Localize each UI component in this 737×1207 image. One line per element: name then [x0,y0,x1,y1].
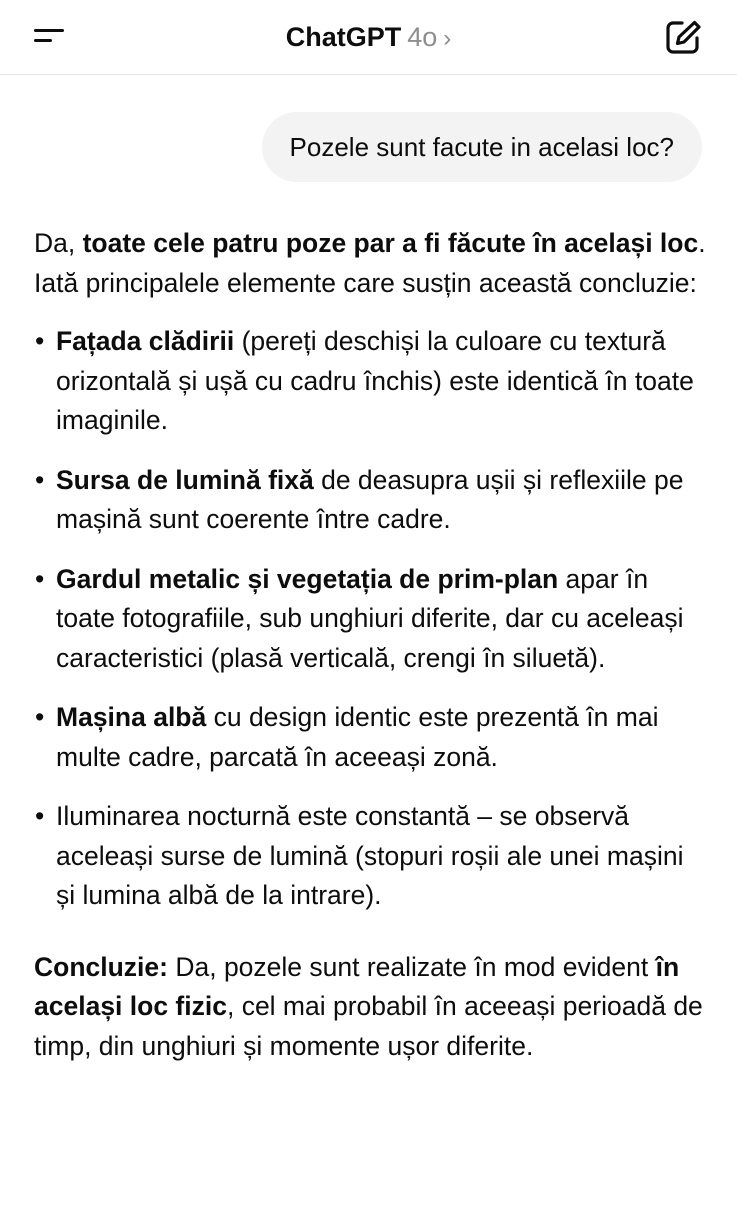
bullet-marker: • [35,702,45,732]
bullet-marker: • [35,464,45,495]
model-name: 4o [407,22,438,52]
list-item [34,698,706,777]
intro-suffix: . Iată principalele elemente care susțin această concluzie: [34,228,706,298]
conclusion-bold: în același loc fizic [34,951,680,1021]
top-bar [0,0,737,75]
app-title: ChatGPT [285,22,402,52]
list-item-text: cu design identic este prezentă în mai multe cadre, parcată în aceeași zonă. [56,702,659,772]
list-item-bold: Sursa de lumină fixă [56,464,314,495]
list-item-bold: Gardul metalic și vegetația de prim-plan [56,563,559,594]
intro-bold: toate cele patru poze par a fi făcute în același loc [82,228,699,258]
conclusion-text-end: , cel mai probabil în aceeași perioadă de timp, din unghiuri și momente ușor diferite. [34,991,703,1061]
list-item [34,560,706,679]
model-selector[interactable] [0,0,737,74]
edit-icon [664,18,704,56]
list-item-bold: Fațada clădirii [56,326,235,356]
bullet-list [34,322,706,916]
conclusion-label: Concluzie: [34,951,168,982]
list-item-text: (pereți deschiși la culoare cu textură orizontală și ușă cu cadru închis) este identică în toate imaginile. [56,326,694,435]
bullet-marker: • [35,563,45,594]
list-item-text: de deasupra ușii și reflexiile pe mașină sunt coerente între cadre. [56,464,684,534]
assistant-message [34,224,706,1066]
intro-paragraph [34,224,706,303]
list-item-text: apar în toate fotografiile, sub unghiuri diferite, dar cu aceleași caracteristici (plasă verticală, crengi în siluetă). [56,563,684,673]
conclusion-paragraph [34,948,706,1067]
new-chat-button[interactable] [664,18,704,56]
list-item-text: Iluminarea nocturnă este constantă – se observă aceleași surse de lumină (stopuri roșii ale unei mașini și lumina albă de la intrare). [56,801,684,910]
list-item [34,797,706,916]
user-message-text: Pozele sunt facute in acelasi loc? [289,132,674,162]
list-item [34,322,706,441]
list-item-bold: Mașina albă [56,702,207,732]
bullet-marker: • [35,801,45,831]
bullet-marker: • [35,326,45,356]
chevron-right-icon: › [443,25,452,52]
user-message-bubble [262,112,702,182]
list-item [34,461,706,540]
intro-prefix: Da, [34,228,83,258]
conclusion-text: Da, pozele sunt realizate în mod evident [167,951,656,982]
